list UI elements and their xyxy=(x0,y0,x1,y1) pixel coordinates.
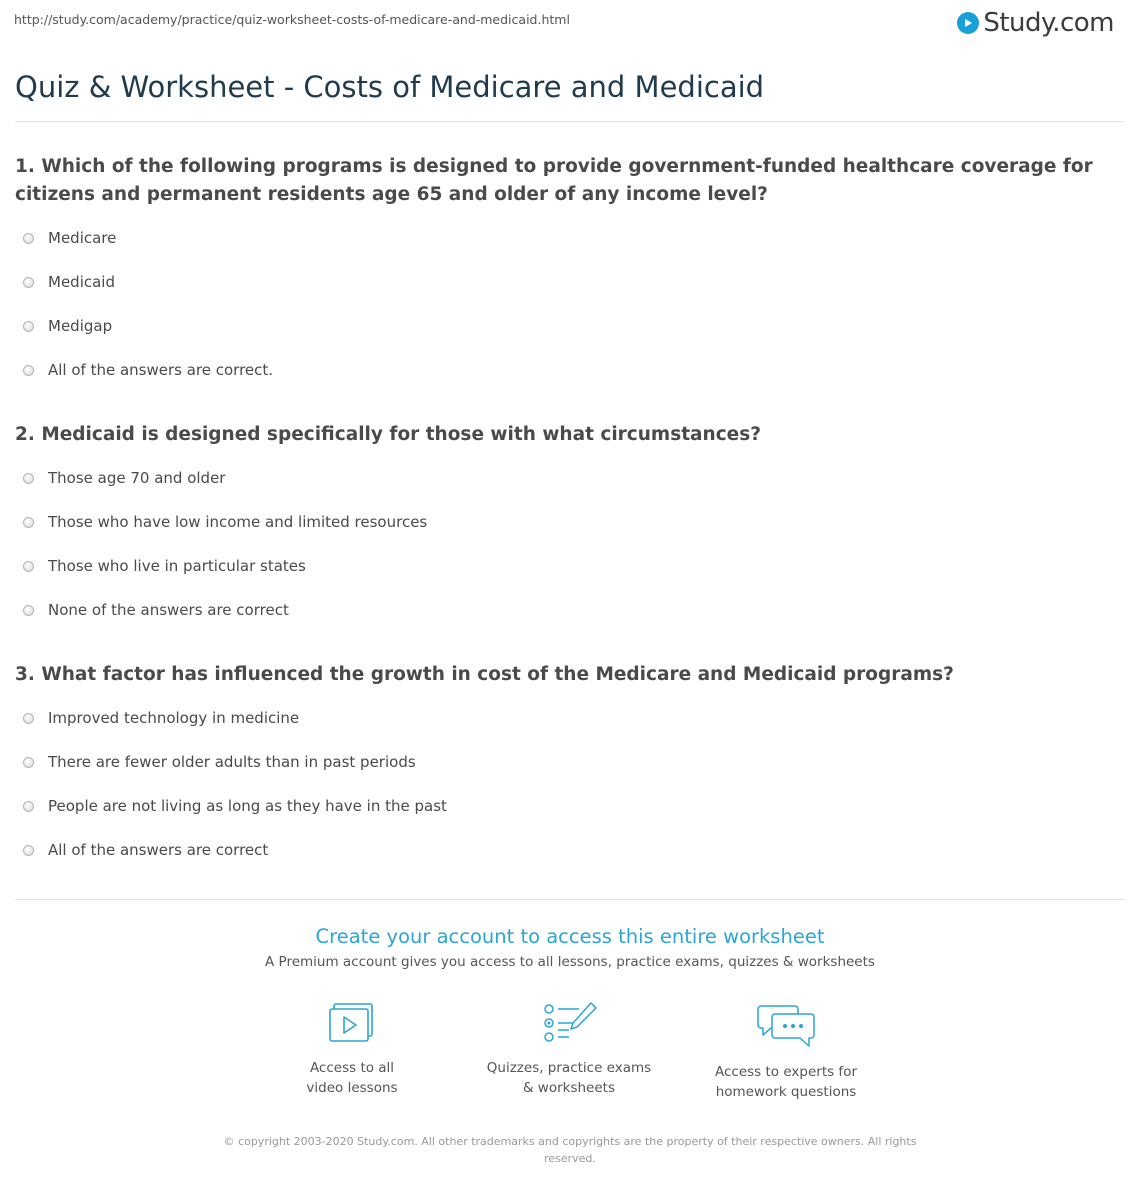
radio-button[interactable] xyxy=(23,713,34,724)
radio-button[interactable] xyxy=(23,605,34,616)
answer-label: People are not living as long as they have in the past xyxy=(48,797,447,815)
answer-label: Medigap xyxy=(48,317,113,335)
feature-label: Quizzes, practice exams & worksheets xyxy=(486,1060,652,1096)
radio-button[interactable] xyxy=(23,757,34,768)
answer-option[interactable] xyxy=(23,456,1115,500)
chat-bubbles-icon xyxy=(753,1000,819,1052)
question-1 xyxy=(15,153,1115,392)
answer-option[interactable] xyxy=(23,348,1115,392)
divider xyxy=(15,899,1125,900)
answer-label: All of the answers are correct. xyxy=(48,361,274,379)
page-title: Quiz & Worksheet - Costs of Medicare and Medicaid xyxy=(15,70,765,104)
answer-option[interactable] xyxy=(23,260,1115,304)
answer-option[interactable] xyxy=(23,828,1115,872)
feature-label: Access to all video lessons xyxy=(306,1060,398,1096)
radio-button[interactable] xyxy=(23,561,34,572)
radio-button[interactable] xyxy=(23,473,34,484)
video-lessons-icon xyxy=(324,1000,380,1048)
answer-option[interactable] xyxy=(23,544,1115,588)
answer-label: Those age 70 and older xyxy=(48,469,226,487)
feature-label: Access to experts for homework questions xyxy=(714,1064,857,1100)
feature-list xyxy=(0,1000,1140,1110)
answer-label: Medicaid xyxy=(48,273,115,291)
radio-button[interactable] xyxy=(23,277,34,288)
question-text: 3. What factor has influenced the growth in cost of the Medicare and Medicaid programs? xyxy=(15,664,954,685)
quiz-checklist-icon xyxy=(539,1000,599,1048)
answer-label: There are fewer older adults than in past periods xyxy=(48,753,416,771)
copyright-footer: © copyright 2003-2020 Study.com. All other trademarks and copyrights are the property of their respective owners. All rights reserved. xyxy=(223,1135,917,1165)
radio-button[interactable] xyxy=(23,517,34,528)
question-3 xyxy=(15,661,1115,872)
answer-label: All of the answers are correct xyxy=(48,841,269,859)
feature-quizzes xyxy=(479,1000,659,1098)
premium-cta xyxy=(0,925,1140,970)
page-url: http://study.com/academy/practice/quiz-worksheet-costs-of-medicare-and-medicaid.html xyxy=(14,12,570,27)
cta-title[interactable]: Create your account to access this entire worksheet xyxy=(315,925,825,948)
answer-label: Improved technology in medicine xyxy=(48,709,300,727)
answer-option[interactable] xyxy=(23,784,1115,828)
cta-subtitle: A Premium account gives you access to all lessons, practice exams, quizzes & worksheets xyxy=(265,954,875,970)
play-icon xyxy=(957,12,979,34)
answer-label: None of the answers are correct xyxy=(48,601,289,619)
feature-video-lessons xyxy=(262,1000,442,1098)
question-text: 2. Medicaid is designed specifically for those with what circumstances? xyxy=(15,424,761,445)
answer-option[interactable] xyxy=(23,740,1115,784)
logo-text: Study.com xyxy=(983,8,1114,38)
answer-label: Medicare xyxy=(48,229,117,247)
question-2 xyxy=(15,421,1115,632)
feature-experts xyxy=(696,1000,876,1102)
divider xyxy=(15,121,1125,122)
answer-label: Those who live in particular states xyxy=(48,557,306,575)
radio-button[interactable] xyxy=(23,845,34,856)
answer-option[interactable] xyxy=(23,216,1115,260)
answer-option[interactable] xyxy=(23,696,1115,740)
answer-option[interactable] xyxy=(23,588,1115,632)
question-text: 1. Which of the following programs is designed to provide government-funded healthcare coverage for citizens and permanent residents age 65 and older of any income level? xyxy=(15,156,1093,205)
answer-option[interactable] xyxy=(23,304,1115,348)
study-logo[interactable] xyxy=(957,8,1114,38)
answer-option[interactable] xyxy=(23,500,1115,544)
radio-button[interactable] xyxy=(23,321,34,332)
answer-label: Those who have low income and limited resources xyxy=(48,513,428,531)
radio-button[interactable] xyxy=(23,801,34,812)
radio-button[interactable] xyxy=(23,233,34,244)
radio-button[interactable] xyxy=(23,365,34,376)
